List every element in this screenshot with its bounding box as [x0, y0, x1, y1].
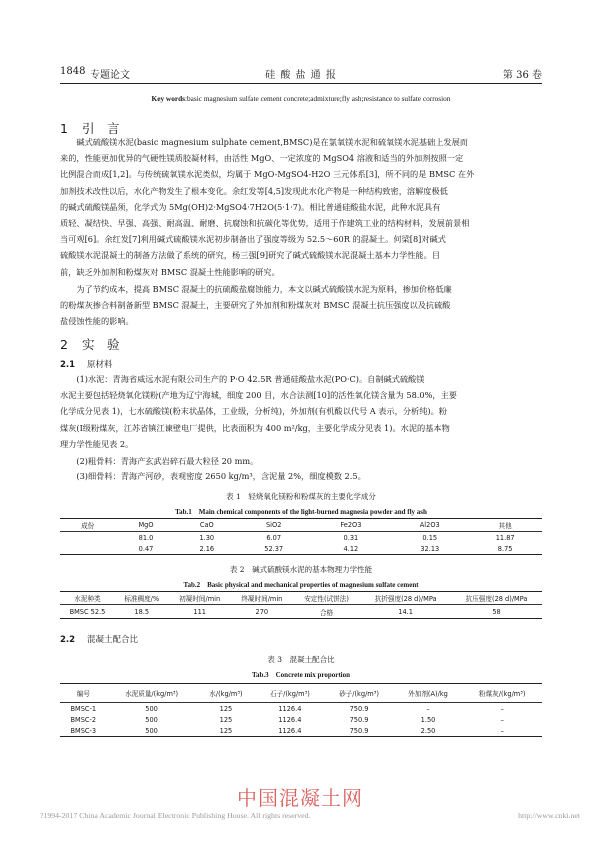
journal-name: 硅 酸 盐 通 报: [265, 70, 337, 81]
table3: [60, 683, 542, 737]
table-cell: 11.87: [495, 533, 515, 542]
text-line: 煤灰(Ⅰ级粉煤灰，江苏省镇江谏壁电厂提供，比表面积为 400 m²/kg，主要化学成分见表 1)。水泥的基本物: [60, 422, 450, 433]
keywords-label: Key words: [151, 94, 185, 103]
table-header-cell: 标准稠度/%: [115, 592, 169, 605]
copyright-footer: [40, 811, 580, 820]
materials-paragraph-cement: [60, 371, 542, 452]
table-header-cell: 初凝时间/min: [169, 592, 231, 605]
text-line: (2)粗骨料：青海产玄武岩碎石最大粒径 20 mm。: [76, 456, 259, 466]
table-header-cell: 安定性(试饼法): [293, 592, 360, 605]
table-cell: 750.9: [324, 725, 393, 737]
intro-paragraph-2: [60, 281, 542, 330]
table-row: [60, 605, 542, 619]
table-header-cell: 水泥质量/(kg/m³): [107, 684, 197, 703]
table1-caption-cn: 表 1 轻烧氧化镁粉和粉煤灰的主要化学成分: [226, 492, 376, 501]
text-line: 硫酸镁水泥混凝土的制备方法做了系统的研究，杨三强[9]研究了碱式硫酸镁水泥混凝土基本力学性能。目: [60, 250, 441, 261]
table-cell: 18.5: [115, 605, 169, 619]
table1: [60, 518, 542, 555]
header-rule: [60, 83, 542, 84]
table-cell: 750.9: [349, 704, 369, 713]
table-header-row: [60, 684, 542, 703]
text-line: 碱式硫酸镁水泥(basic magnesium sulphate cement,BMSC)是在氯氧镁水泥和硫氧镁水泥基础上发展而: [76, 137, 468, 147]
table-header-cell: 抗折强度(28 d)/MPa: [360, 592, 451, 605]
table3-caption-cn: 表 3 混凝土配合比: [267, 655, 335, 664]
table-row: [60, 543, 542, 555]
table-row: [60, 725, 542, 737]
table-cell: 125: [197, 725, 256, 737]
table3-caption-en: Tab.3 Concrete mix proportion: [251, 671, 351, 679]
subsection-title: 混凝土配合比: [87, 635, 139, 645]
section-number: 2: [60, 337, 68, 352]
table-row: [60, 703, 542, 715]
subsection-number: 2.2: [60, 635, 76, 645]
section-heading-experiment: [60, 335, 120, 353]
table-cell: 750.9: [349, 715, 369, 724]
table-header-cell: 终凝时间/min: [231, 592, 293, 605]
table-cell: 合格: [293, 605, 360, 619]
text-line: 比例混合而成[1,2]。与传统硫氧镁水泥类似，均属于 MgO-MgSO4-H2O 三元体系[3]，所不同的是 BMSC 在外: [60, 169, 475, 180]
column-name: 专题论文: [90, 70, 130, 81]
table-header-cell: 外加剂(A)/kg: [394, 684, 463, 703]
table-cell: 52.37: [237, 543, 311, 555]
table-header-cell: 成份: [60, 519, 115, 532]
text-line: 的碱式硫酸镁晶须，化学式为 5Mg(OH)2·MgSO4·7H2O(5·1·7)。相比普通硅酸盐水泥，此种水泥具有: [60, 201, 441, 212]
text-line: 为了节约成本，提高 BMSC 混凝土的抗硫酸盐腐蚀能力，本文以碱式硫酸镁水泥为原料，掺加价格低廉: [76, 284, 452, 294]
table-cell: 6.07: [266, 533, 282, 542]
table-cell: 2.16: [177, 543, 237, 555]
table-header-cell: SiO2: [237, 519, 311, 532]
table-cell: 500: [145, 715, 158, 724]
table-cell: 500: [145, 704, 158, 713]
section-title: 实 验: [82, 337, 120, 352]
table-cell: 1.30: [199, 533, 215, 542]
table2: [60, 591, 542, 619]
table-cell: 1.50: [420, 715, 436, 724]
subsection-heading-mix: [60, 633, 138, 645]
text-line: 水泥主要包括轻烧氧化镁粉(产地为辽宁海城，细度 200 目，水合法测[10]的活性氧化镁含量为 58.0%，主要: [60, 390, 457, 401]
keywords-line: [60, 94, 542, 103]
table-header-cell: 水/(kg/m³): [197, 684, 256, 703]
table-cell: 58: [451, 605, 542, 619]
table-cell: –: [500, 715, 504, 724]
text-line: 前，缺乏外加剂和粉煤灰对 BMSC 混凝土性能影响的研究。: [60, 266, 280, 277]
text-line: (1)水泥：青海省威远水泥有限公司生产的 P·O 42.5R 普通硅酸盐水泥(PO·C)。自制碱式硫酸镁: [76, 374, 425, 384]
materials-paragraph-fine: [60, 468, 542, 484]
table2-caption-en: Tab.2 Basic physical and mechanical properties of magnesium sulfate cement: [183, 581, 419, 589]
table-cell: 1126.4: [278, 715, 302, 724]
section-number: 1: [60, 121, 68, 136]
table-cell: 500: [107, 725, 197, 737]
keywords-text: :basic magnesium sulfate cement concrete;admixture;fly ash;resistance to sulfate corrosion: [185, 94, 451, 103]
table-header-cell: 其他: [468, 519, 542, 532]
table-header-cell: CaO: [177, 519, 237, 532]
text-line: 当可观[6]。余红发[7]利用碱式硫酸镁水泥初步制备出了强度等级为 52.5～60R 的混凝土。何梁[8]对碱式: [60, 234, 446, 245]
table-cell: 81.0: [138, 533, 154, 542]
table-cell: 0.15: [422, 533, 438, 542]
cnki-link[interactable]: http://www.cnki.net: [518, 811, 580, 820]
table-cell: 1126.4: [255, 725, 324, 737]
table-cell: 2.50: [394, 725, 463, 737]
table-header-row: [60, 519, 542, 532]
table-cell: –: [426, 704, 430, 713]
table-cell: 111: [169, 605, 231, 619]
table-header-cell: 粉煤灰/(kg/m³): [462, 684, 542, 703]
table-header-cell: Al2O3: [391, 519, 468, 532]
table-header-cell: 抗压强度(28 d)/MPa: [451, 592, 542, 605]
subsection-heading-materials: [60, 358, 113, 370]
table-header-cell: 石子/(kg/m³): [255, 684, 324, 703]
table-cell: 0.31: [343, 533, 359, 542]
materials-paragraph-coarse: [60, 453, 542, 469]
table-header-cell: 编号: [60, 684, 107, 703]
table-cell: 14.1: [360, 605, 451, 619]
table-cell: BMSC-1: [70, 704, 97, 713]
table2-caption-cn: 表 2 碱式硫酸镁水泥的基本物理力学性能: [229, 565, 373, 574]
text-line: 化学成分见表 1)，七水硫酸镁(粉末状晶体，工业级，分析纯)，外加剂(有机酸以代号 A 表示，分析纯)。粉: [60, 406, 447, 417]
table-cell: [60, 543, 115, 555]
text-line: 理力学性能见表 2。: [60, 438, 134, 449]
table-cell: –: [462, 725, 542, 737]
table-row: [60, 532, 542, 544]
table-cell: 125: [219, 715, 233, 724]
table1-caption-en: Tab.1 Main chemical components of the light-burned magnesia powder and fly ash: [175, 508, 427, 516]
running-header: [60, 66, 542, 82]
copyright-text: ?1994-2017 China Academic Journal Electronic Publishing House. All rights reserved.: [40, 811, 311, 820]
subsection-number: 2.1: [60, 360, 76, 370]
table-header-cell: MgO: [115, 519, 176, 532]
text-line: 质轻、凝结快、早强、高强、耐高温、耐磨、抗腐蚀和抗碳化等优势，适用于作建筑工业的结构材料，发展前景相: [60, 218, 470, 229]
table-cell: 270: [231, 605, 293, 619]
table-row: [60, 714, 542, 725]
text-line: 加剂技术改性以后，水化产物发生了根本变化。余红发等[4,5]发现此水化产物是一种结构致密，溶解度极低: [60, 185, 448, 196]
intro-paragraph-1: [60, 134, 542, 280]
section-title: 引 言: [82, 121, 120, 136]
table-cell: BMSC-3: [60, 725, 107, 737]
table-cell: 32.13: [391, 543, 468, 555]
text-line: 来的，性能更加优异的气硬性镁质胶凝材料，由活性 MgO、一定浓度的 MgSO4 溶液和适当的外加剂按照一定: [60, 153, 464, 164]
text-line: 盐侵蚀性能的影响。: [60, 316, 134, 327]
table-cell: –: [500, 704, 504, 713]
watermark: 中国混凝土网: [237, 786, 363, 810]
table-cell: BMSC 52.5: [60, 605, 115, 619]
page-number: 1848: [60, 66, 86, 77]
text-line: 的粉煤灰掺合料制备新型 BMSC 混凝土，主要研究了外加剂和粉煤灰对 BMSC 混凝土抗压强度以及抗硫酸: [60, 300, 451, 311]
table-header-row: [60, 592, 542, 605]
table-header-cell: 砂子/(kg/m³): [324, 684, 393, 703]
table-cell: BMSC-2: [70, 715, 97, 724]
table-cell: 0.47: [115, 543, 176, 555]
table-header-cell: Fe2O3: [311, 519, 392, 532]
table-header-cell: 水泥种类: [60, 592, 115, 605]
table-cell: 4.12: [311, 543, 392, 555]
volume-label: 第 36 卷: [502, 70, 542, 81]
table-cell: [60, 532, 115, 544]
table-cell: 8.75: [468, 543, 542, 555]
table-cell: 1126.4: [278, 704, 302, 713]
subsection-title: 原材料: [87, 360, 113, 370]
table-cell: 125: [219, 704, 233, 713]
text-line: (3)细骨料：青海产河砂，表观密度 2650 kg/m³，含泥量 2%，细度模数 2.5。: [76, 471, 366, 481]
